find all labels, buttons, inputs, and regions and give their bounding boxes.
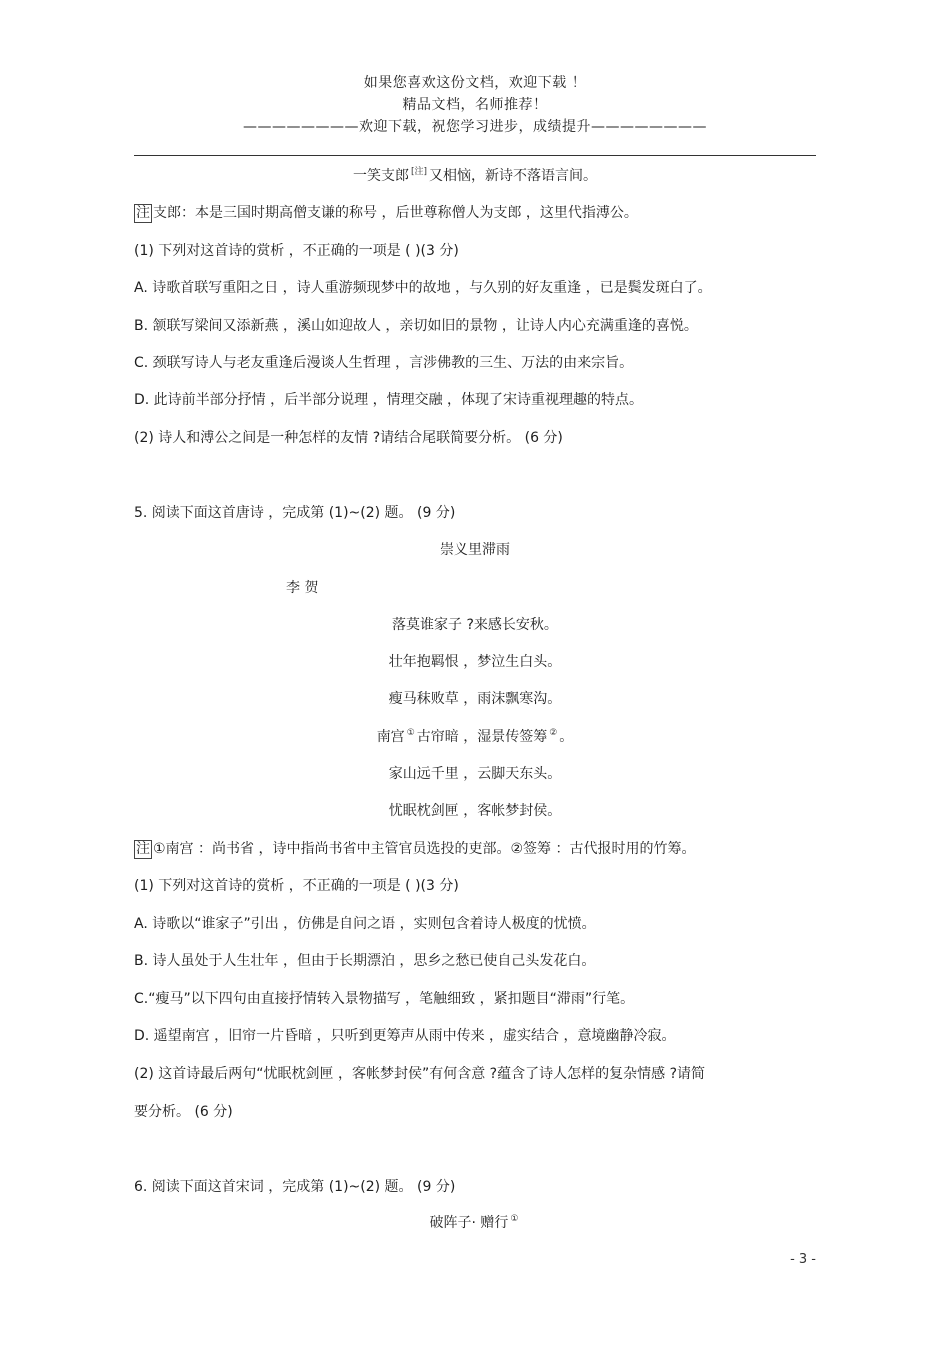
note-marker: 注 (136, 841, 150, 857)
poem4-last-line: 一笑支郎 [注] 又相恼，新诗不落语言间。 (352, 167, 598, 184)
q5-note: 注 ①南宫 ：尚书省 ，诗中指尚书省中主管官员选投的吏部。②签筹 ：古代报时用的竹筹。 (136, 841, 696, 857)
footnote-marker: ② (549, 728, 558, 738)
q5-question-2-line-2: 要分析。 (6 分) (134, 1104, 233, 1120)
footnote-marker: ① (406, 728, 415, 738)
q5-option-c: C.“瘦马”以下四句由直接抒情转入景物描写 ，笔触细致 ，紧扣题目“滞雨”行笔。 (134, 991, 635, 1007)
footnote-marker: ① (510, 1214, 519, 1224)
q5-poem-line-5: 家山远千里 ，云脚天东头。 (388, 766, 562, 782)
poem4-option-b: B. 颔联写梁间又添新燕 ，溪山如迎故人 ，亲切如旧的景物 ，让诗人内心充满重逢的喜悦。 (134, 318, 698, 334)
q5-poem-line-1: 落莫谁家子 ?来感长安秋。 (392, 617, 558, 633)
q5-poem-line-6: 忧眠枕剑匣 ，客帐梦封侯。 (388, 803, 562, 819)
poem4-option-c: C. 颈联写诗人与老友重逢后漫谈人生哲理 ，言涉佛教的三生、万法的由来宗旨。 (134, 355, 634, 371)
poem4-option-a: A. 诗歌首联写重阳之日 ，诗人重游频现梦中的故地 ，与久别的好友重逢 ，已是鬓发斑白了。 (134, 280, 712, 296)
q5-option-b: B. 诗人虽处于人生壮年 ，但由于长期漂泊 ，思乡之愁已使自己头发花白。 (134, 953, 596, 969)
q5-poem-line-4: 南宫 ① 古帘暗 ，湿景传签筹 ② 。 (376, 728, 574, 745)
q6-prompt: 6. 阅读下面这首宋词 ，完成第 (1)~(2) 题。 (9 分) (134, 1179, 456, 1195)
poem4-question-1: (1) 下列对这首诗的赏析 ，不正确的一项是 ( )(3 分) (134, 243, 459, 259)
footnote-marker: [注] (410, 167, 428, 177)
header-line-3: ————————欢迎下载，祝您学习进步，成绩提升———————— (243, 119, 707, 135)
poem4-note: 注 支郎：本是三国时期高僧支谦的称号 ，后世尊称僧人为支郎 ，这里代指溥公。 (136, 205, 638, 221)
q5-option-a: A. 诗歌以“谁家子”引出 ，仿佛是自问之语 ，实则包含着诗人极度的忧愤。 (134, 916, 596, 932)
page-number: - 3 - (790, 1252, 816, 1267)
header-line-1: 如果您喜欢这份文档，欢迎下载 ！ (363, 75, 587, 91)
header-divider (134, 155, 816, 156)
header-line-2: 精品文档，名师推荐！ (402, 97, 548, 113)
q5-poem-title: 崇义里滞雨 (440, 542, 510, 558)
q5-poem-author: 李 贺 (286, 580, 319, 596)
q5-prompt: 5. 阅读下面这首唐诗 ，完成第 (1)~(2) 题。 (9 分) (134, 505, 456, 521)
poem4-option-d: D. 此诗前半部分抒情 ，后半部分说理 ，情理交融 ，体现了宋诗重视理趣的特点。 (134, 392, 644, 408)
q5-question-1: (1) 下列对这首诗的赏析 ，不正确的一项是 ( )(3 分) (134, 878, 459, 894)
q5-poem-line-3: 瘦马秣败草 ，雨沫飘寒沟。 (388, 691, 562, 707)
q5-option-d: D. 遥望南宫 ，旧帘一片昏暗 ，只听到更筹声从雨中传来 ，虚实结合 ，意境幽静冷寂。 (134, 1028, 676, 1044)
note-marker: 注 (136, 205, 150, 221)
q6-poem-title: 破阵子· 赠行 ① (429, 1214, 519, 1231)
q5-poem-line-2: 壮年抱羁恨 ，梦泣生白头。 (388, 654, 562, 670)
poem4-question-2: (2) 诗人和溥公之间是一种怎样的友情 ?请结合尾联简要分析。 (6 分) (134, 430, 563, 446)
q5-question-2-line-1: (2) 这首诗最后两句“忧眠枕剑匣 ，客帐梦封侯”有何含意 ?蕴含了诗人怎样的复杂情感 ?请简 (134, 1066, 705, 1082)
